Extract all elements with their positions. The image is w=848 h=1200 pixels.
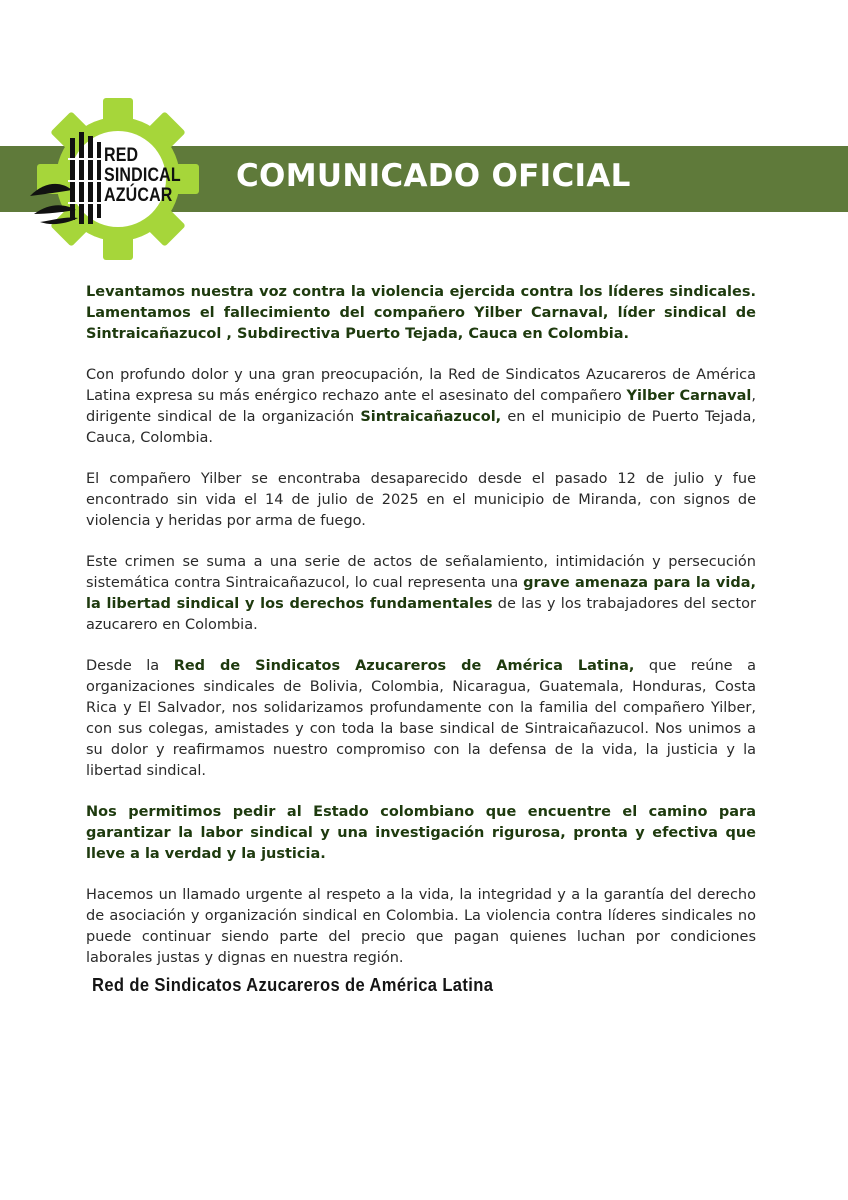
paragraph-2 <box>86 365 756 449</box>
p4-text-1: Este crimen se suma a una serie de actos de señalamiento, intimidación y persecución sistemática contra Sintraicañazucol, lo cual representa una <box>86 554 756 591</box>
p2-text-1: Con profundo dolor y una gran preocupación, la Red de Sindicatos Azucareros de América Latina expresa su más enérgico rechazo ante el asesinato del compañero <box>86 367 756 404</box>
logo-line-red: RED <box>104 144 139 166</box>
p4-text-2: de las y los trabajadores del sector azucarero en Colombia. <box>86 596 756 633</box>
logo-text <box>104 145 181 205</box>
p5-text-2: que reúne a organizaciones sindicales de Bolivia, Colombia, Nicaragua, Guatemala, Honduras, Costa Rica y El Salvador, nos solidarizamos profundamente con la familia del compañero Yilber, con sus colegas, amistades y con toda la base sindical de Sintraicañazucol. Nos unimos a su dolor y reafirmamos nuestro compromiso con la defensa de la vida, la justicia y la libertad sindical. <box>86 658 756 779</box>
communique-body <box>86 282 756 989</box>
paragraph-4 <box>86 552 756 636</box>
signature: Red de Sindicatos Azucareros de América Latina <box>92 975 494 995</box>
intro-paragraph: Levantamos nuestra voz contra la violencia ejercida contra los líderes sindicales. Lamentamos el fallecimiento del compañero Yilber Carnaval, líder sindical de Sintraicañazucol , Subdirectiva Puerto Tejada, Cauca en Colombia. <box>86 284 756 342</box>
paragraph-5 <box>86 656 756 782</box>
p2-text-2: , dirigente sindical de la organización <box>86 388 756 425</box>
p4-bold-1: grave amenaza para la vida, la libertad sindical y los derechos fundamentales <box>86 575 756 612</box>
p2-bold-2: Sintraicañazucol, <box>360 409 502 425</box>
paragraph-6: Nos permitimos pedir al Estado colombiano que encuentre el camino para garantizar la labor sindical y una investigación rigurosa, pronta y efectiva que lleve a la verdad y la justicia. <box>86 804 756 862</box>
p2-bold-1: Yilber Carnaval <box>626 388 752 404</box>
paragraph-3: El compañero Yilber se encontraba desaparecido desde el pasado 12 de julio y fue encontrado sin vida el 14 de julio de 2025 en el municipio de Miranda, con signos de violencia y heridas por arma de fuego. <box>86 471 756 529</box>
paragraph-7: Hacemos un llamado urgente al respeto a la vida, la integridad y a la garantía del derecho de asociación y organización sindical en Colombia. La violencia contra líderes sindicales no puede continuar siendo parte del precio que pagan quienes luchan por condiciones laborales justas y dignas en nuestra región. <box>86 887 756 966</box>
logo-line-azucar: AZÚCAR <box>104 184 173 206</box>
logo-line-sindical: SINDICAL <box>104 164 181 186</box>
page-title: COMUNICADO OFICIAL <box>236 158 631 194</box>
p2-text-3: en el municipio de Puerto Tejada, Cauca, Colombia. <box>86 409 756 446</box>
p5-bold-1: Red de Sindicatos Azucareros de América Latina, <box>173 658 635 674</box>
p5-text-1: Desde la <box>86 658 174 674</box>
